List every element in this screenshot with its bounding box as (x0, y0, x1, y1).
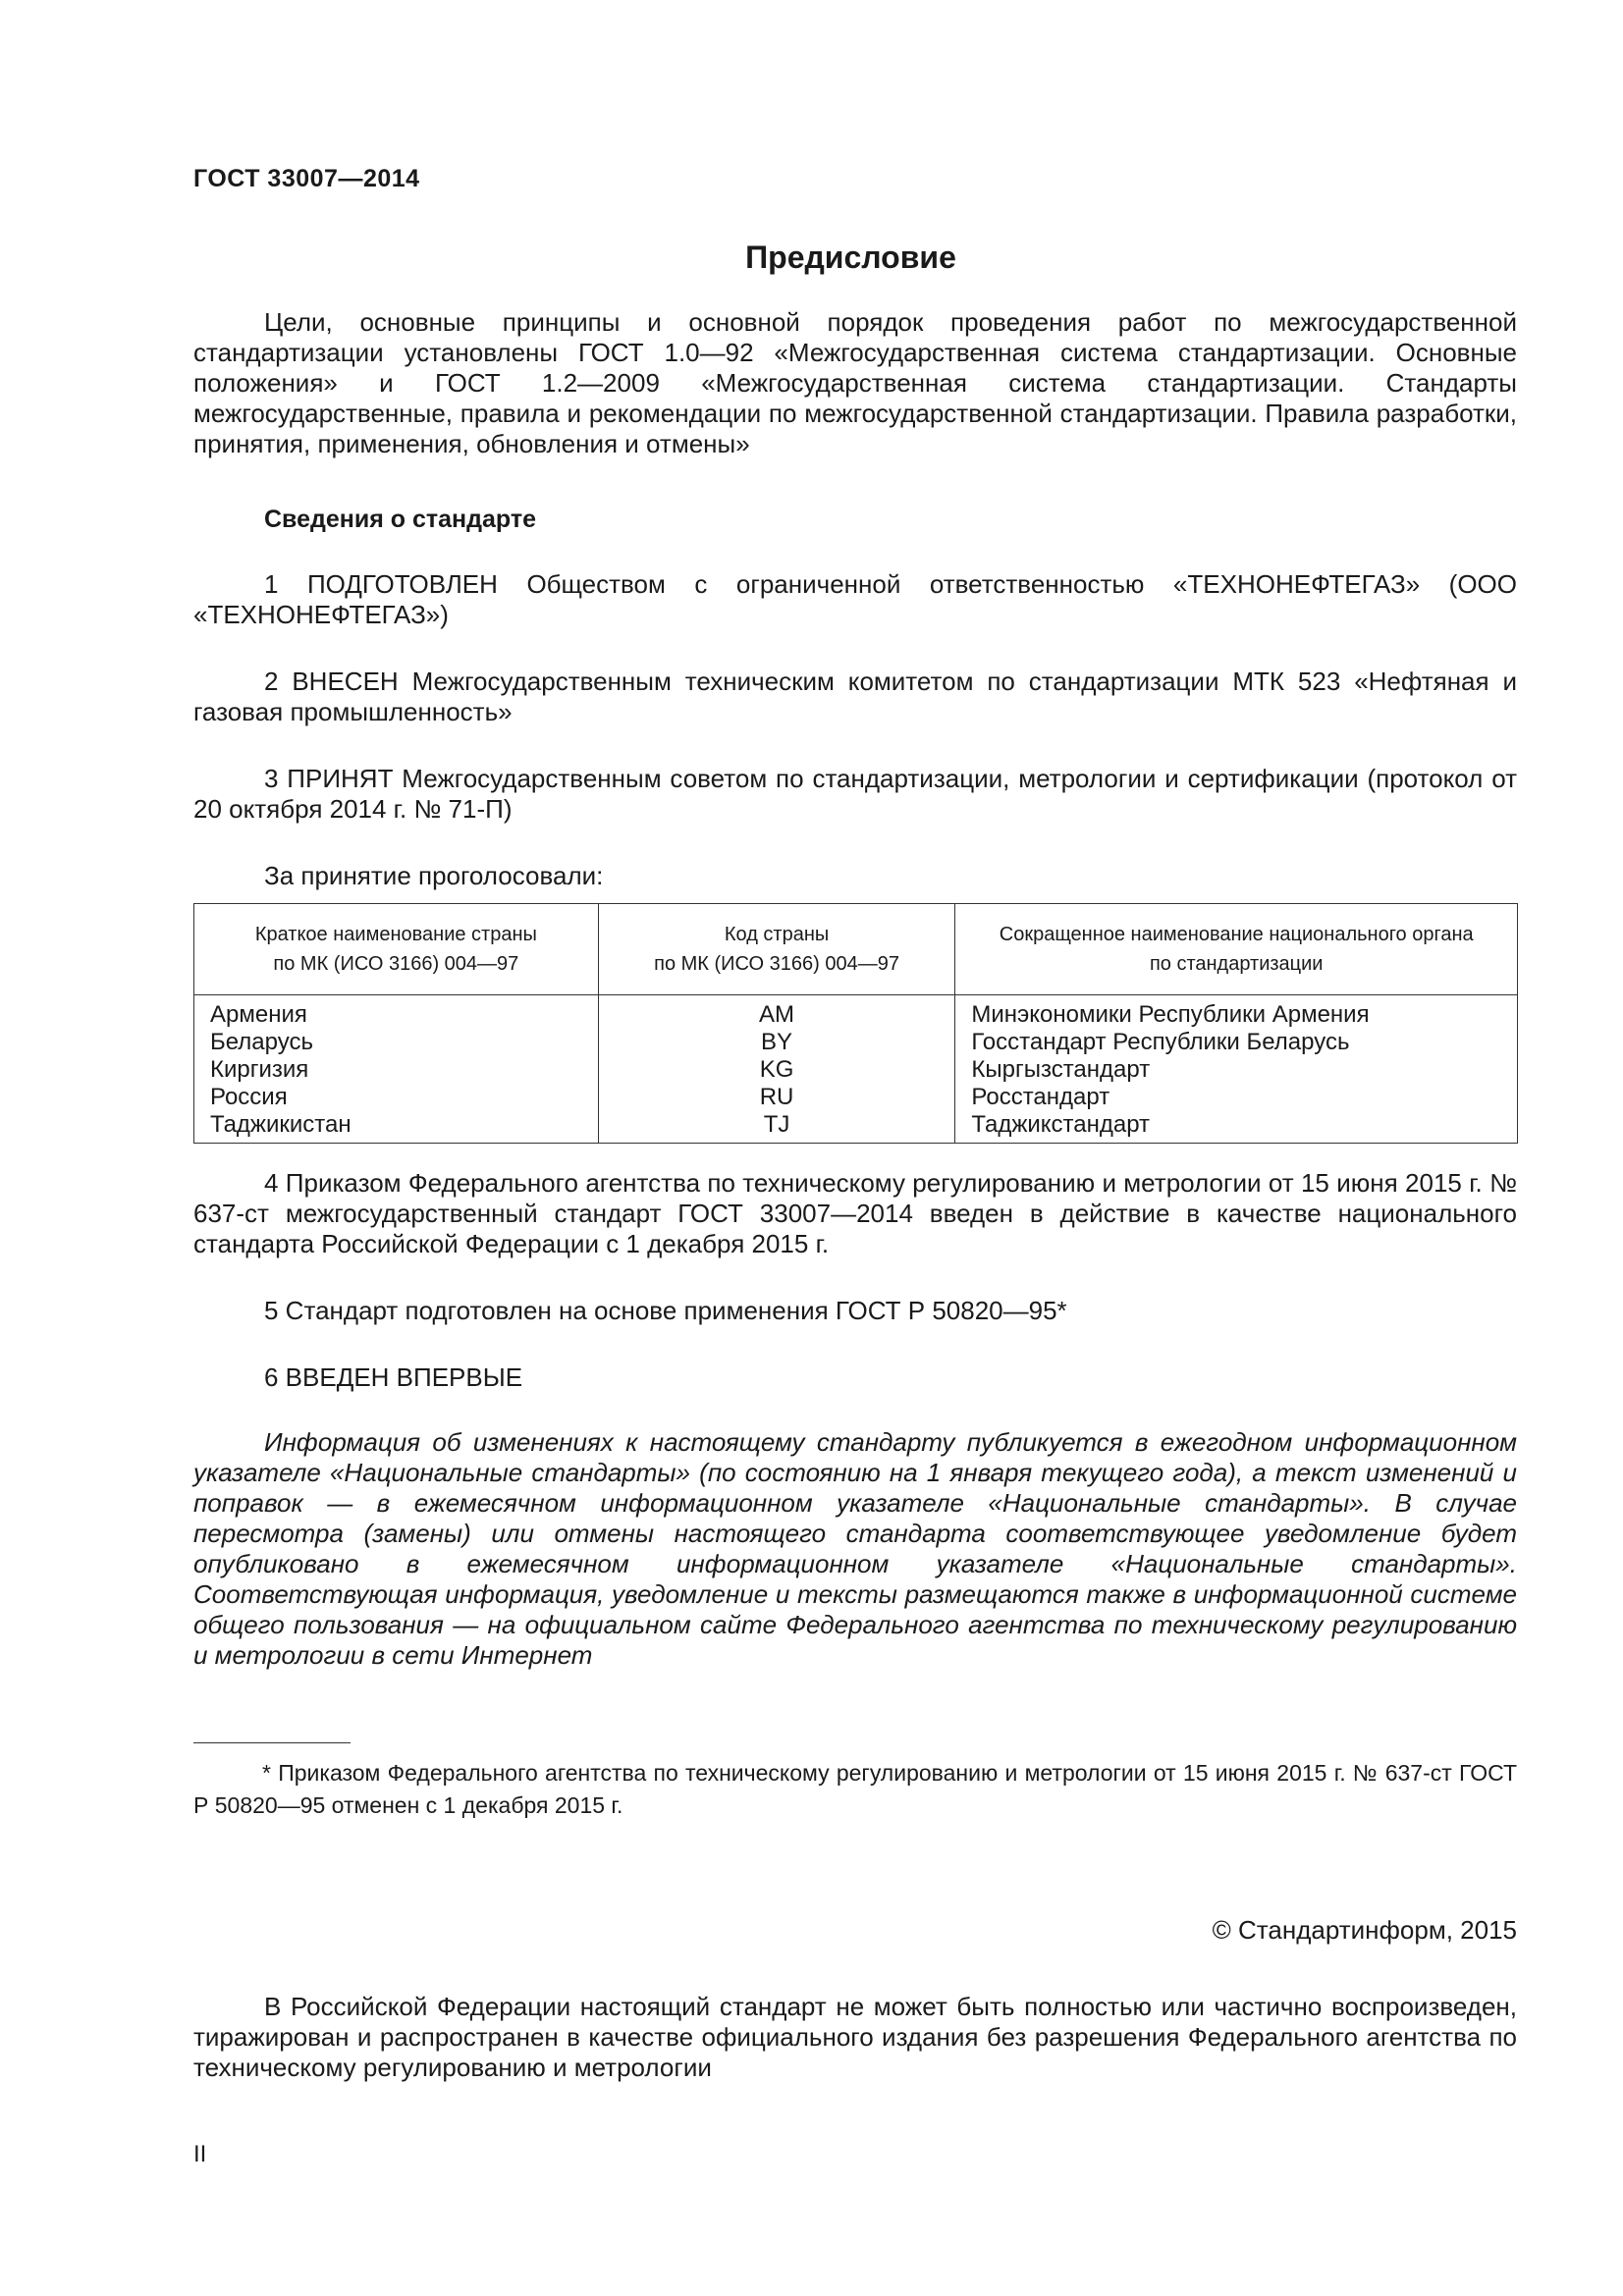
column-header-national-body (955, 904, 1518, 995)
table-row (194, 1111, 1518, 1144)
table-row (194, 1056, 1518, 1084)
standard-code-header: ГОСТ 33007—2014 (193, 165, 420, 192)
page-title: Предисловие (745, 240, 956, 275)
country-cell: Россия (194, 1084, 599, 1111)
footnote-divider (193, 1742, 351, 1743)
column-header-code-line2: по МК (ИСО 3166) 004—97 (654, 953, 899, 975)
country-cell: Армения (194, 995, 599, 1030)
code-cell: AM (598, 995, 955, 1030)
national-body-cell: Госстандарт Республики Беларусь (955, 1029, 1518, 1056)
item-1-prepared: 1 ПОДГОТОВЛЕН Обществом с ограниченной ответственностью «ТЕХНОНЕФТЕГАЗ» (ООО «ТЕХНОНЕФТЕГАЗ») (193, 569, 1517, 629)
country-cell: Киргизия (194, 1056, 599, 1084)
table-header-row (194, 904, 1518, 995)
voting-countries-table (193, 903, 1518, 1144)
national-body-cell: Кыргызстандарт (955, 1056, 1518, 1084)
country-cell: Таджикистан (194, 1111, 599, 1144)
column-header-country (194, 904, 599, 995)
item-2-submitted: 2 ВНЕСЕН Межгосударственным техническим комитетом по стандартизации МТК 523 «Нефтяная и газовая промышленность» (193, 667, 1517, 726)
country-cell: Беларусь (194, 1029, 599, 1056)
copyright: © Стандартинформ, 2015 (1212, 1915, 1517, 1945)
intro-paragraph: Цели, основные принципы и основной порядок проведения работ по межгосударственной стандартизации установлены ГОСТ 1.0—92 «Межгосударственная система стандартизации. Основные положения» и ГОСТ 1.2—2009 «Межгосударственная система стандартизации. Стандарты межгосударственные, правила и рекомендации по межгосударственной стандартизации. Правила разработки, принятия, применения, обновления и отмены» (193, 307, 1517, 458)
table-row (194, 1029, 1518, 1056)
column-header-code-line1: Код страны (724, 924, 830, 945)
national-body-cell: Росстандарт (955, 1084, 1518, 1111)
code-cell: KG (598, 1056, 955, 1084)
column-header-body-line2: по стандартизации (1149, 953, 1324, 975)
footnote: * Приказом Федерального агентства по техническому регулированию и метрологии от 15 июня 2015 г. № 637-ст ГОСТ Р 50820—95 отменен с 1 декабря 2015 г. (193, 1760, 1517, 1818)
item-6-introduced: 6 ВВЕДЕН ВПЕРВЫЕ (264, 1362, 523, 1392)
national-body-cell: Таджикстандарт (955, 1111, 1518, 1144)
item-5-basis: 5 Стандарт подготовлен на основе применения ГОСТ Р 50820—95* (264, 1296, 1067, 1325)
item-4-enacted: 4 Приказом Федерального агентства по техническому регулированию и метрологии от 15 июня 2015 г. № 637-ст межгосударственный стандарт ГОСТ 33007—2014 введен в действие в качестве национального стандарта Российской Федерации с 1 декабря 2015 г. (193, 1168, 1517, 1258)
table-row (194, 995, 1518, 1030)
reproduction-notice: В Российской Федерации настоящий стандарт не может быть полностью или частично воспроизведен, тиражирован и распространен в качестве официального издания без разрешения Федерального агентства по техническому регулированию и метрологии (193, 1992, 1517, 2082)
column-header-code (598, 904, 955, 995)
column-header-country-line2: по МК (ИСО 3166) 004—97 (273, 953, 519, 975)
column-header-body-line1: Сокращенное наименование национального органа (999, 924, 1474, 945)
code-cell: RU (598, 1084, 955, 1111)
page-number: II (193, 2141, 207, 2167)
national-body-cell: Минэкономики Республики Армения (955, 995, 1518, 1030)
code-cell: TJ (598, 1111, 955, 1144)
code-cell: BY (598, 1029, 955, 1056)
column-header-country-line1: Краткое наименование страны (254, 924, 537, 945)
voted-label: За принятие проголосовали: (264, 861, 604, 890)
table-row (194, 1084, 1518, 1111)
item-3-adopted: 3 ПРИНЯТ Межгосударственным советом по стандартизации, метрологии и сертификации (протокол от 20 октября 2014 г. № 71-П) (193, 764, 1517, 824)
section-heading: Сведения о стандарте (264, 506, 537, 533)
amendments-info-notice: Информация об изменениях к настоящему стандарту публикуется в ежегодном информационном указателе «Национальные стандарты» (по состоянию на 1 января текущего года), а текст изменений и поправок — в ежемесячном информационном указателе «Национальные стандарты». В случае пересмотра (замены) или отмены настоящего стандарта соответствующее уведомление будет опубликовано в ежемесячном информационном указателе «Национальные стандарты». Соответствующая информация, уведомление и тексты размещаются также в информационной системе общего пользования — на официальном сайте Федерального агентства по техническому регулированию и метрологии в сети Интернет (193, 1427, 1517, 1670)
